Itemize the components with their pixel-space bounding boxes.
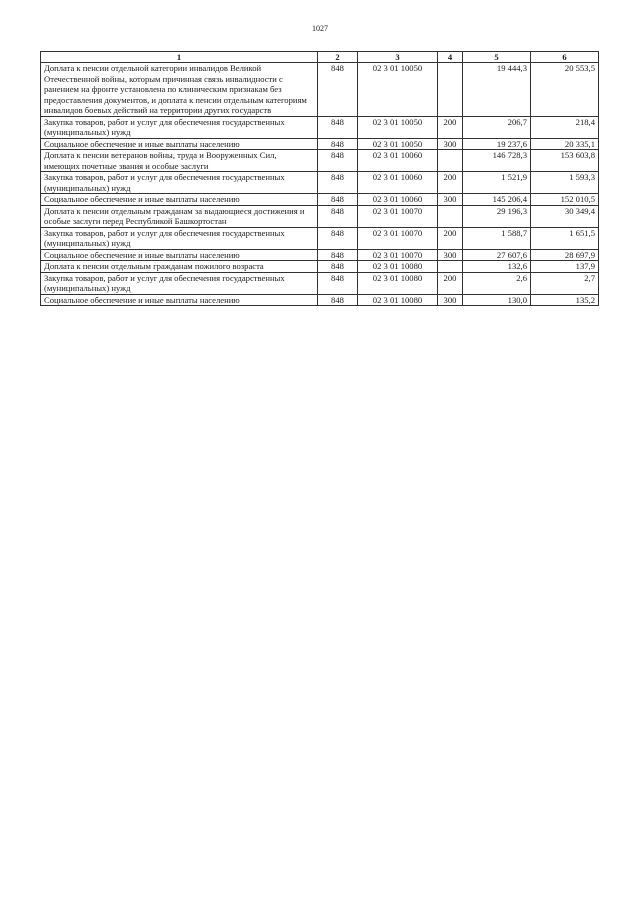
table-row [41,150,599,172]
table-row [41,63,599,117]
column-header: 1 [41,52,318,63]
row-amount-6: 153 603,8 [531,150,599,172]
row-amount-6: 135,2 [531,294,599,306]
row-name: Доплата к пенсии отдельным гражданам за выдающиеся достижения и особые заслуги перед Республикой Башкортостан [41,205,318,227]
row-admin-code: 848 [318,63,358,117]
table-row [41,261,599,273]
row-name: Закупка товаров, работ и услуг для обеспечения государственных (муниципальных) нужд [41,172,318,194]
row-name: Закупка товаров, работ и услуг для обеспечения государственных (муниципальных) нужд [41,116,318,138]
column-header: 6 [531,52,599,63]
row-expense-type [438,63,463,117]
row-target-article: 02 3 01 10050 [358,116,438,138]
table-row [41,116,599,138]
row-amount-5: 206,7 [463,116,531,138]
row-expense-type: 300 [438,138,463,150]
row-admin-code: 848 [318,261,358,273]
row-admin-code: 848 [318,249,358,261]
row-amount-6: 20 553,5 [531,63,599,117]
column-header: 5 [463,52,531,63]
row-amount-5: 19 237,6 [463,138,531,150]
row-target-article: 02 3 01 10070 [358,205,438,227]
row-target-article: 02 3 01 10080 [358,294,438,306]
row-name: Социальное обеспечение и иные выплаты населению [41,249,318,261]
row-name: Социальное обеспечение и иные выплаты населению [41,294,318,306]
row-expense-type [438,261,463,273]
row-name: Социальное обеспечение и иные выплаты населению [41,194,318,206]
column-header: 3 [358,52,438,63]
table-row [41,227,599,249]
row-target-article: 02 3 01 10080 [358,272,438,294]
row-expense-type: 300 [438,249,463,261]
row-name: Социальное обеспечение и иные выплаты населению [41,138,318,150]
row-amount-6: 20 335,1 [531,138,599,150]
row-amount-5: 29 196,3 [463,205,531,227]
budget-table [40,51,599,306]
table-row [41,138,599,150]
row-expense-type: 200 [438,272,463,294]
page-number: 1027 [312,24,328,33]
row-name: Доплата к пенсии ветеранов войны, труда и Вооруженных Сил, имеющих почетные звания и особые заслуги [41,150,318,172]
row-target-article: 02 3 01 10070 [358,249,438,261]
row-admin-code: 848 [318,272,358,294]
row-amount-6: 30 349,4 [531,205,599,227]
row-expense-type: 200 [438,227,463,249]
table-row [41,194,599,206]
row-expense-type: 200 [438,116,463,138]
row-amount-6: 28 697,9 [531,249,599,261]
row-target-article: 02 3 01 10060 [358,172,438,194]
row-amount-6: 218,4 [531,116,599,138]
row-admin-code: 848 [318,294,358,306]
row-expense-type [438,150,463,172]
row-name: Закупка товаров, работ и услуг для обеспечения государственных (муниципальных) нужд [41,227,318,249]
row-admin-code: 848 [318,116,358,138]
row-amount-5: 130,0 [463,294,531,306]
row-name: Закупка товаров, работ и услуг для обеспечения государственных (муниципальных) нужд [41,272,318,294]
table-row [41,205,599,227]
row-admin-code: 848 [318,150,358,172]
row-amount-6: 1 651,5 [531,227,599,249]
row-amount-5: 146 728,3 [463,150,531,172]
row-target-article: 02 3 01 10070 [358,227,438,249]
table-row [41,294,599,306]
table-row [41,272,599,294]
row-amount-6: 1 593,3 [531,172,599,194]
row-admin-code: 848 [318,138,358,150]
row-target-article: 02 3 01 10080 [358,261,438,273]
row-target-article: 02 3 01 10050 [358,63,438,117]
row-expense-type: 300 [438,194,463,206]
table-row [41,172,599,194]
row-expense-type: 300 [438,294,463,306]
column-header: 2 [318,52,358,63]
row-target-article: 02 3 01 10050 [358,138,438,150]
row-amount-5: 145 206,4 [463,194,531,206]
row-name: Доплата к пенсии отдельным гражданам пожилого возраста [41,261,318,273]
table-row [41,249,599,261]
row-name: Доплата к пенсии отдельной категории инвалидов Великой Отечественной войны, которым причинная связь инвалидности с ранением на фронте установлена по клиническим признакам без предоставления документов, и доплата к пенсии отдельным категориям инвалидов боевых действий на территории других государств [41,63,318,117]
table-header-row [41,52,599,63]
row-amount-5: 19 444,3 [463,63,531,117]
row-target-article: 02 3 01 10060 [358,150,438,172]
row-expense-type: 200 [438,172,463,194]
row-admin-code: 848 [318,227,358,249]
row-admin-code: 848 [318,194,358,206]
row-admin-code: 848 [318,205,358,227]
row-amount-5: 27 607,6 [463,249,531,261]
row-amount-5: 1 521,9 [463,172,531,194]
row-amount-5: 2,6 [463,272,531,294]
row-amount-6: 2,7 [531,272,599,294]
row-target-article: 02 3 01 10060 [358,194,438,206]
row-amount-6: 152 010,5 [531,194,599,206]
table-body [41,63,599,306]
column-header: 4 [438,52,463,63]
row-amount-5: 1 588,7 [463,227,531,249]
row-amount-6: 137,9 [531,261,599,273]
row-amount-5: 132,6 [463,261,531,273]
row-expense-type [438,205,463,227]
row-admin-code: 848 [318,172,358,194]
